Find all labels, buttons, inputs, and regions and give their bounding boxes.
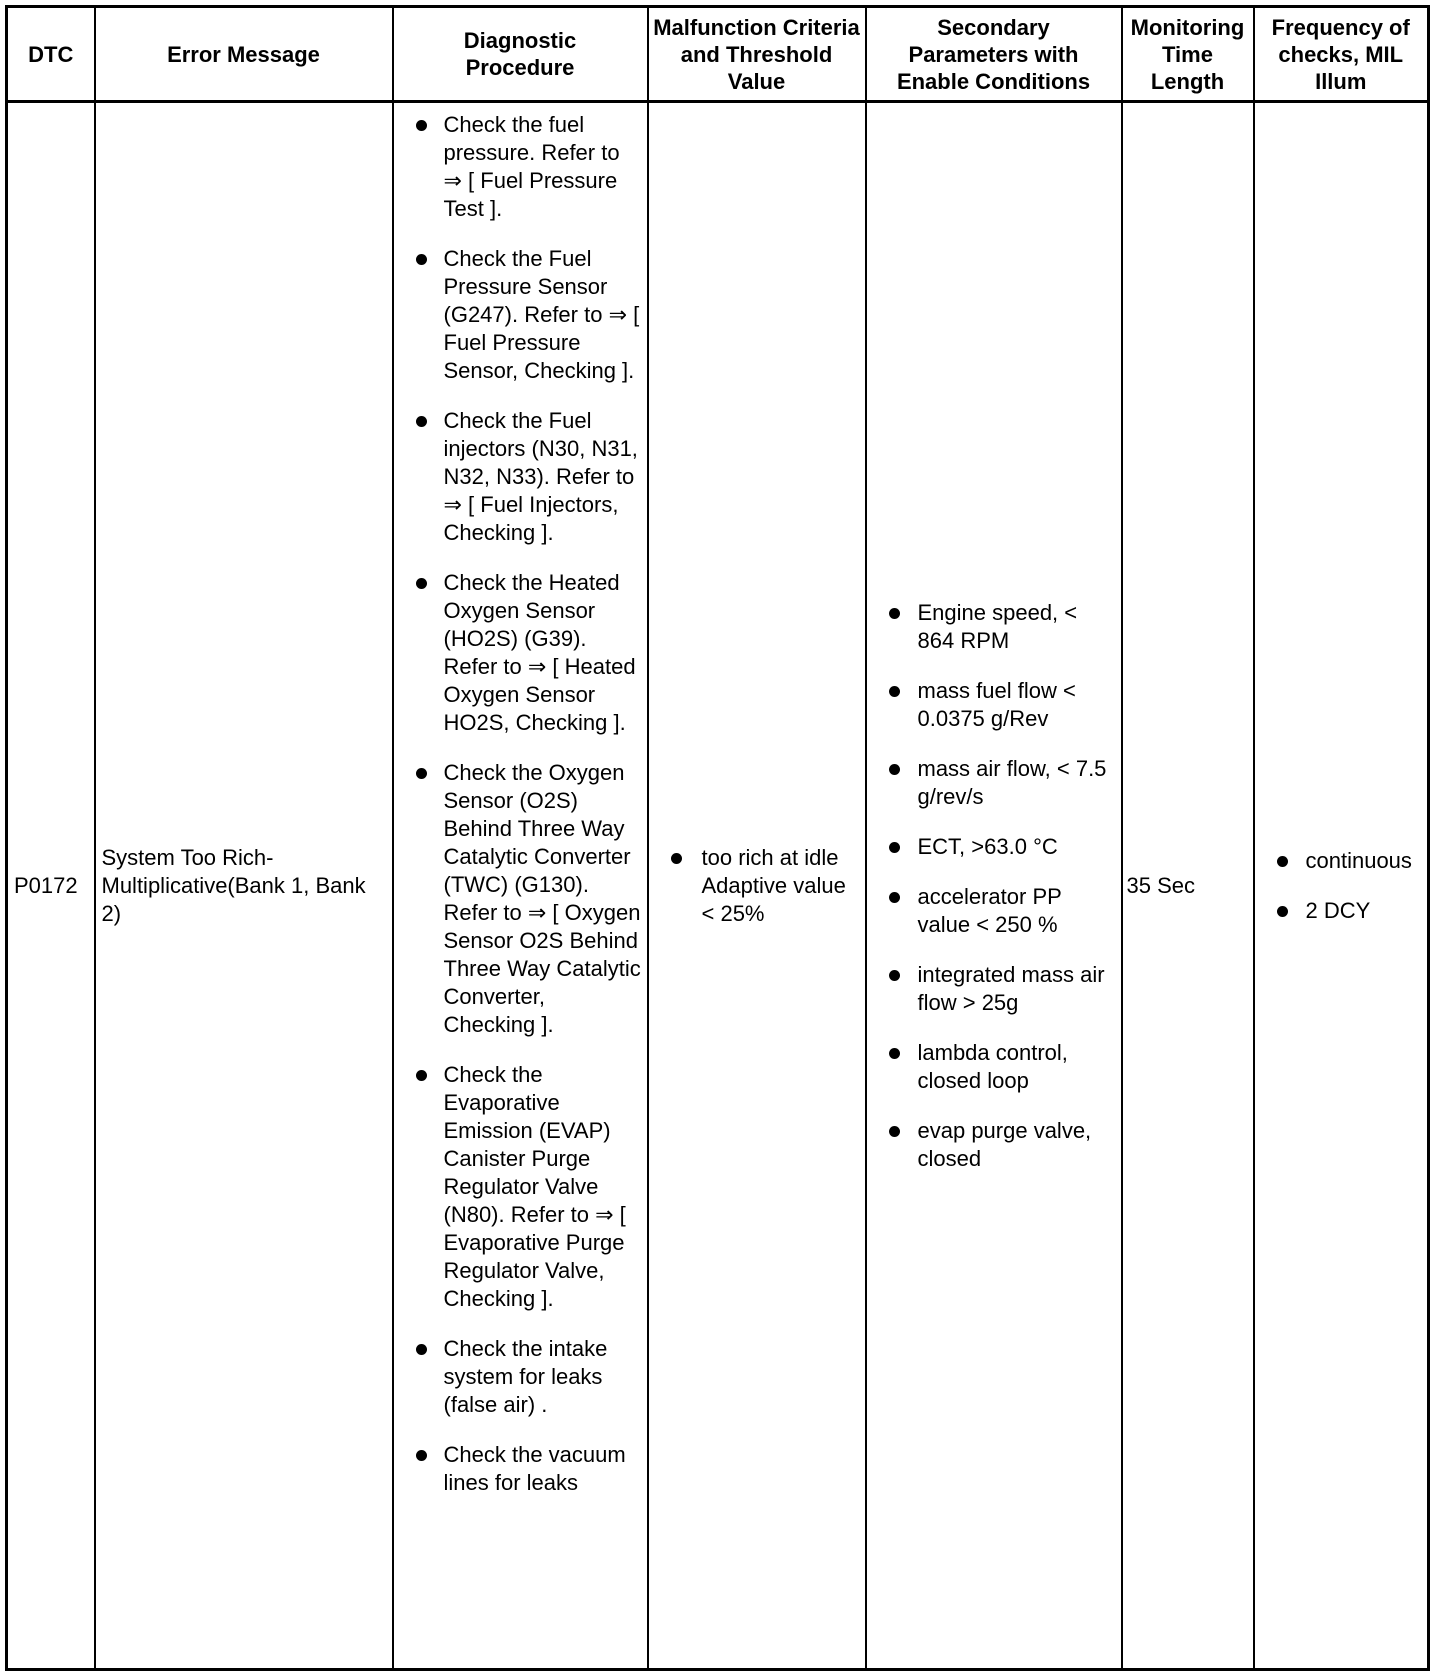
parameter-item-text: accelerator PP value < 250 % <box>917 883 1062 937</box>
secondary-parameters-cell <box>866 102 1122 1670</box>
monitoring-time: 35 Sec <box>1122 102 1254 1670</box>
bullet-icon <box>416 254 427 265</box>
header-row <box>7 7 1429 102</box>
bullet-icon <box>671 853 682 864</box>
procedure-step-text: Check the Fuel injectors (N30, N31, N32, N33). Refer to ⇒ [ Fuel Injectors, Checking ]. <box>443 408 638 545</box>
bullet-icon <box>416 120 427 131</box>
bullet-icon <box>416 1344 427 1355</box>
bullet-icon <box>1277 856 1288 867</box>
bullet-icon <box>889 970 900 981</box>
parameter-item-text: lambda control, closed loop <box>917 1039 1068 1093</box>
parameter-item <box>867 833 1121 861</box>
bullet-icon <box>416 416 427 427</box>
parameter-item <box>867 755 1121 811</box>
criteria-item <box>649 844 865 928</box>
table-row <box>7 102 1429 1670</box>
error-message: System Too Rich-Multiplicative(Bank 1, Bank 2) <box>95 102 393 1670</box>
parameter-item-text: integrated mass air flow > 25g <box>917 961 1105 1015</box>
parameter-item-text: Engine speed, < 864 RPM <box>917 599 1078 653</box>
parameter-item <box>867 961 1121 1017</box>
procedure-step <box>394 1441 647 1497</box>
parameter-item <box>867 1039 1121 1095</box>
frequency-cell <box>1254 102 1429 1670</box>
parameter-item-text: mass air flow, < 7.5 g/rev/s <box>917 755 1107 809</box>
header-dtc: DTC <box>7 7 95 102</box>
criteria-item-text: too rich at idle Adaptive value < 25% <box>701 844 846 926</box>
parameter-item-text: ECT, >63.0 °C <box>917 833 1058 859</box>
header-error-message: Error Message <box>95 7 393 102</box>
dtc-code: P0172 <box>7 102 95 1670</box>
procedure-step-text: Check the Evaporative Emission (EVAP) Canister Purge Regulator Valve (N80). Refer to ⇒ [ Evaporative Purge Regulator Valve, Checking ]. <box>443 1062 626 1311</box>
bullet-icon <box>889 608 900 619</box>
parameter-item <box>867 883 1121 939</box>
bullet-icon <box>889 892 900 903</box>
parameter-item <box>867 1117 1121 1173</box>
frequency-list <box>1255 847 1428 925</box>
parameter-item <box>867 677 1121 733</box>
procedure-step <box>394 1061 647 1313</box>
malfunction-criteria-cell <box>648 102 866 1670</box>
frequency-item-text: continuous <box>1305 847 1412 873</box>
parameter-item-text: evap purge valve, closed <box>917 1117 1092 1171</box>
header-malfunction-criteria: Malfunction Criteria and Threshold Value <box>648 7 866 102</box>
secondary-parameters-list <box>867 599 1121 1173</box>
procedure-step <box>394 569 647 737</box>
bullet-icon <box>889 764 900 775</box>
parameter-item <box>867 599 1121 655</box>
bullet-icon <box>416 1450 427 1461</box>
bullet-icon <box>889 686 900 697</box>
dtc-table <box>5 5 1430 1671</box>
bullet-icon <box>889 1126 900 1137</box>
frequency-item <box>1255 847 1428 875</box>
malfunction-criteria-list <box>649 844 865 928</box>
frequency-item <box>1255 897 1428 925</box>
bullet-icon <box>889 1048 900 1059</box>
frequency-item-text: 2 DCY <box>1305 897 1371 923</box>
bullet-icon <box>416 1070 427 1081</box>
procedure-step <box>394 759 647 1039</box>
bullet-icon <box>416 768 427 779</box>
procedure-step <box>394 111 647 223</box>
procedure-step-text: Check the intake system for leaks (false air) . <box>443 1336 608 1417</box>
procedure-step <box>394 1335 647 1419</box>
parameter-item-text: mass fuel flow < 0.0375 g/Rev <box>917 677 1076 731</box>
header-secondary-parameters: Secondary Parameters with Enable Conditions <box>866 7 1122 102</box>
procedure-step-text: Check the Heated Oxygen Sensor (HO2S) (G39). Refer to ⇒ [ Heated Oxygen Sensor HO2S, Checking ]. <box>443 570 636 735</box>
procedure-step-text: Check the Fuel Pressure Sensor (G247). Refer to ⇒ [ Fuel Pressure Sensor, Checking ]. <box>443 246 640 383</box>
procedure-step-text: Check the fuel pressure. Refer to ⇒ [ Fuel Pressure Test ]. <box>443 112 620 221</box>
diagnostic-procedure-list <box>394 111 647 1497</box>
diagnostic-procedure-cell <box>393 102 648 1670</box>
header-monitoring-time: Monitoring Time Length <box>1122 7 1254 102</box>
header-diagnostic-procedure: Diagnostic Procedure <box>393 7 648 102</box>
procedure-step <box>394 245 647 385</box>
bullet-icon <box>416 578 427 589</box>
procedure-step-text: Check the vacuum lines for leaks <box>443 1442 626 1495</box>
header-frequency: Frequency of checks, MIL Illum <box>1254 7 1429 102</box>
procedure-step <box>394 407 647 547</box>
bullet-icon <box>889 842 900 853</box>
bullet-icon <box>1277 906 1288 917</box>
procedure-step-text: Check the Oxygen Sensor (O2S) Behind Three Way Catalytic Converter (TWC) (G130). Refer to ⇒ [ Oxygen Sensor O2S Behind Three Way Catalytic Converter, Checking ]. <box>443 760 641 1037</box>
